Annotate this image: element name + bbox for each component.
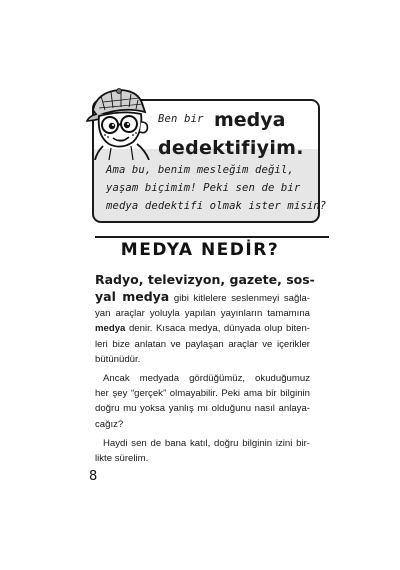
body-line: likte sürelim. bbox=[95, 453, 149, 465]
speech-title-word2: dedektifiyim. bbox=[158, 137, 304, 159]
speech-line-4: yaşam biçimim! Peki sen de bir bbox=[106, 182, 301, 194]
body-line: doğru mu yoksa yanlış mı olduğunu nasıl anlaya- bbox=[95, 403, 310, 415]
body-line: leri bize anlatan ve paylaşan araçlar ve içerikler bbox=[95, 338, 310, 350]
body-text bbox=[95, 270, 315, 466]
speech-intro: Ben bir bbox=[158, 113, 204, 125]
body-line: medya denir. Kısaca medya, dünyada olup biten- bbox=[95, 323, 310, 335]
speech-line-3: Ama bu, benim mesleğim değil, bbox=[106, 164, 294, 176]
speech-line-5: medya dedektifi olmak ister misin? bbox=[106, 200, 327, 212]
body-line: bütünüdür. bbox=[95, 353, 141, 365]
speech-title-word1: medya bbox=[214, 109, 286, 131]
body-line: Radyo, televizyon, gazete, sos- bbox=[95, 272, 315, 287]
body-line: yan araçlar yoluyla yapılan yayınların tamamına bbox=[95, 308, 310, 320]
body-line: cağız? bbox=[95, 418, 124, 430]
heading-rule bbox=[95, 236, 329, 238]
detective-character-icon bbox=[83, 86, 163, 160]
body-line: Haydi sen de bana katıl, doğru bilginin izini bir- bbox=[103, 437, 310, 449]
page-number: 8 bbox=[89, 469, 98, 484]
body-line: yal medya gibi kitlelere seslenmeyi sağla- bbox=[95, 289, 310, 304]
body-line: Ancak medyada gördüğümüz, okuduğumuz bbox=[103, 373, 310, 385]
section-heading: MEDYA NEDİR? bbox=[120, 240, 280, 260]
body-line: her şey “gerçek” olmayabilir. Peki ama bir bilginin bbox=[95, 388, 310, 400]
